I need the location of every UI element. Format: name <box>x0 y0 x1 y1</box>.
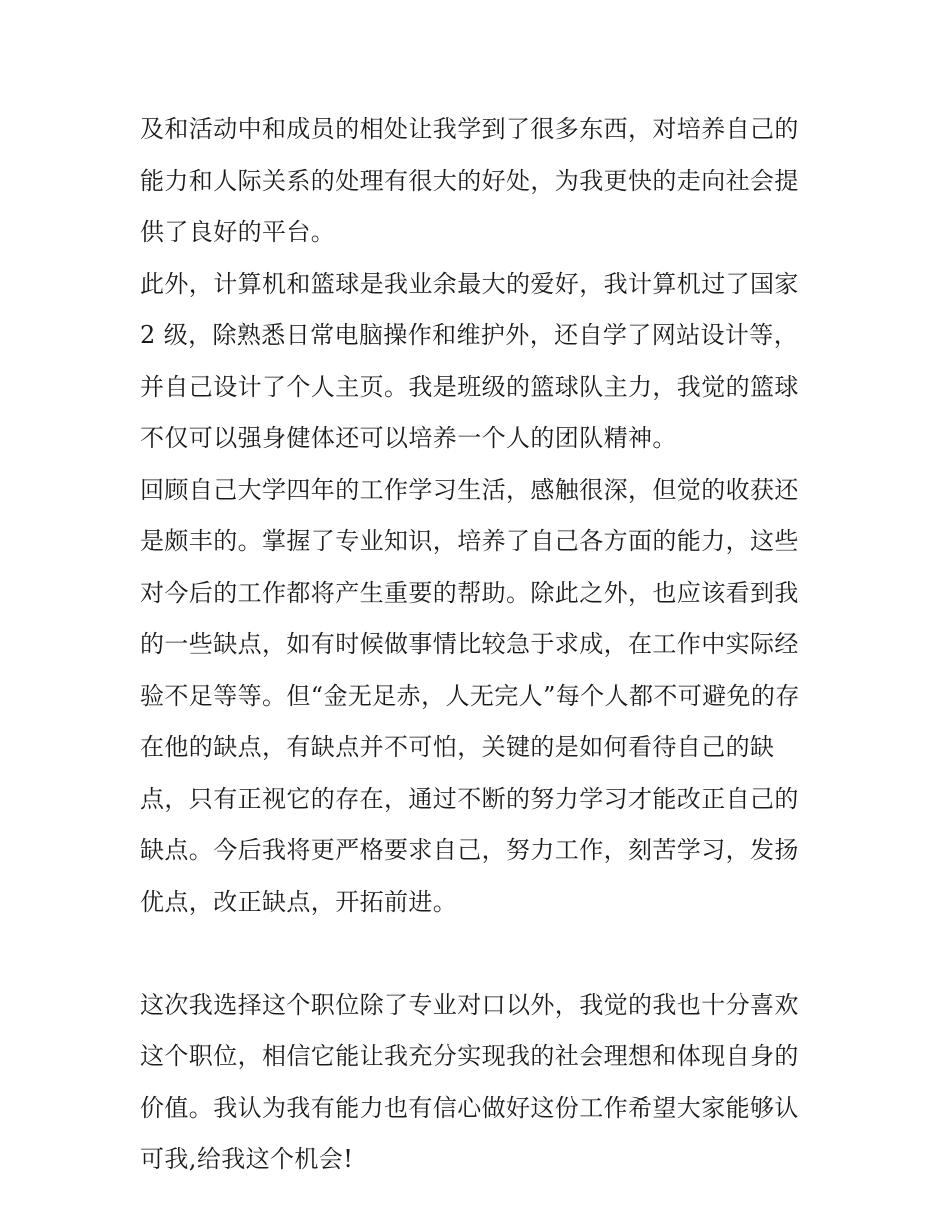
text-line: 对今后的工作都将产生重要的帮助。除此之外，也应该看到我 <box>140 578 799 607</box>
text-line: 点，只有正视它的存在，通过不断的努力学习才能改正自己的 <box>140 784 799 813</box>
text-line: 并自己设计了个人主页。我是班级的篮球队主力，我觉的篮球 <box>140 372 799 401</box>
paragraph-4 <box>140 980 830 1186</box>
text-line: 供了良好的平台。 <box>140 218 336 246</box>
text-line: 的一些缺点，如有时候做事情比较急于求成，在工作中实际经 <box>140 630 799 658</box>
paragraph-2 <box>140 259 830 465</box>
paragraph-1 <box>140 104 830 259</box>
text-line: 缺点。今后我将更严格要求自己，努力工作，刻苦学习，发扬 <box>140 836 799 864</box>
text-line: 回顾自己大学四年的工作学习生活，感触很深，但觉的收获还 <box>140 475 799 504</box>
text-line: 能力和人际关系的处理有很大的好处，为我更快的走向社会提 <box>140 166 799 195</box>
document-body <box>140 104 830 1186</box>
paragraph-3 <box>140 465 830 980</box>
text-line: 优点，改正缺点，开拓前进。 <box>140 887 458 916</box>
text-line: 此外，计算机和篮球是我业余最大的爱好，我计算机过了国家 <box>140 269 799 298</box>
text-line: 及和活动中和成员的相处让我学到了很多东西，对培养自己的 <box>140 115 799 143</box>
text-line: 这次我选择这个职位除了专业对口以外，我觉的我也十分喜欢 <box>140 990 799 1019</box>
text-line: 不仅可以强身健体还可以培养一个人的团队精神。 <box>140 424 677 452</box>
text-line: 是颇丰的。掌握了专业知识，培养了自己各方面的能力，这些 <box>140 527 799 555</box>
text-line: 2 级，除熟悉日常电脑操作和维护外，还自学了网站设计等， <box>140 321 799 349</box>
text-line: 这个职位，相信它能让我充分实现我的社会理想和体现自身的 <box>140 1042 799 1070</box>
text-line <box>140 928 830 980</box>
text-line: 价值。我认为我有能力也有信心做好这份工作希望大家能够认 <box>140 1093 799 1122</box>
text-line: 在他的缺点，有缺点并不可怕，关键的是如何看待自己的缺 <box>140 733 775 761</box>
text-line: 验不足等等。但“金无足赤，人无完人”每个人都不可避免的存 <box>140 681 800 710</box>
text-line: 可我,给我这个机会! <box>140 1145 354 1173</box>
